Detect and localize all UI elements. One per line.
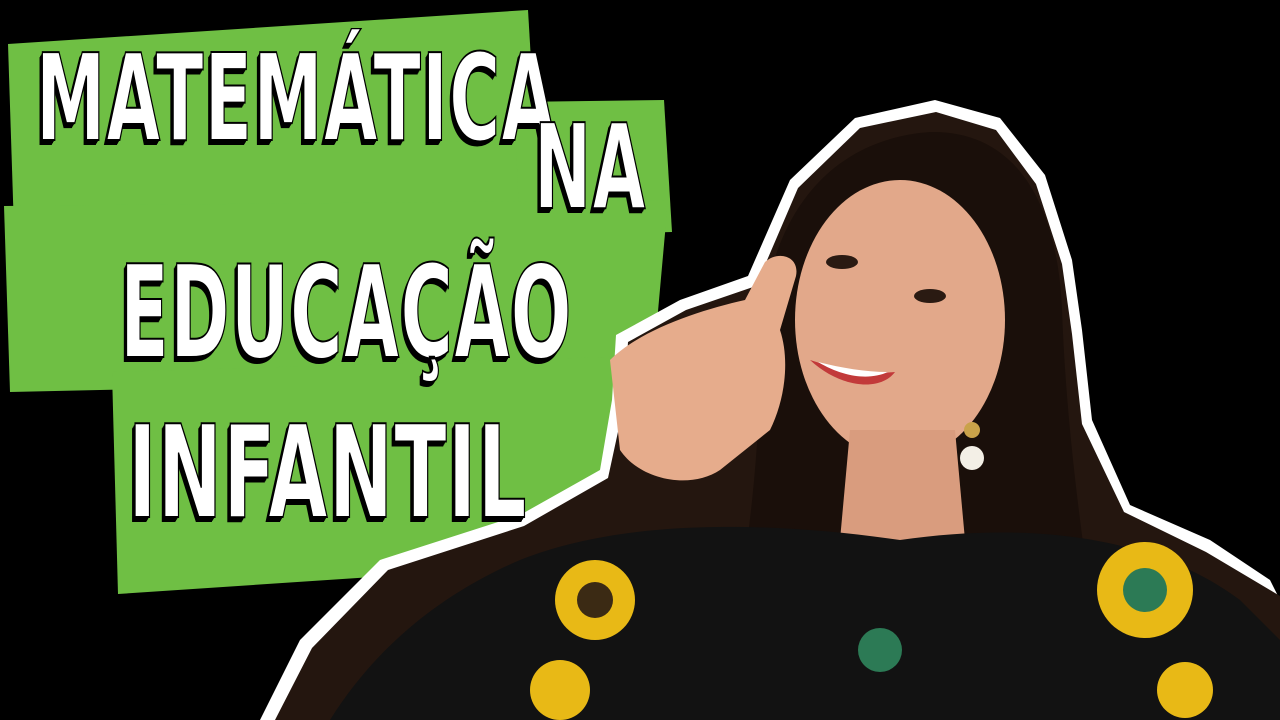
title-word-infantil: INFANTIL — [128, 399, 528, 548]
title-word-matematica: MATEMÁTICA — [36, 30, 557, 169]
title-word-na: NA — [534, 98, 647, 236]
title-word-educacao: EDUCAÇÃO — [120, 239, 573, 388]
